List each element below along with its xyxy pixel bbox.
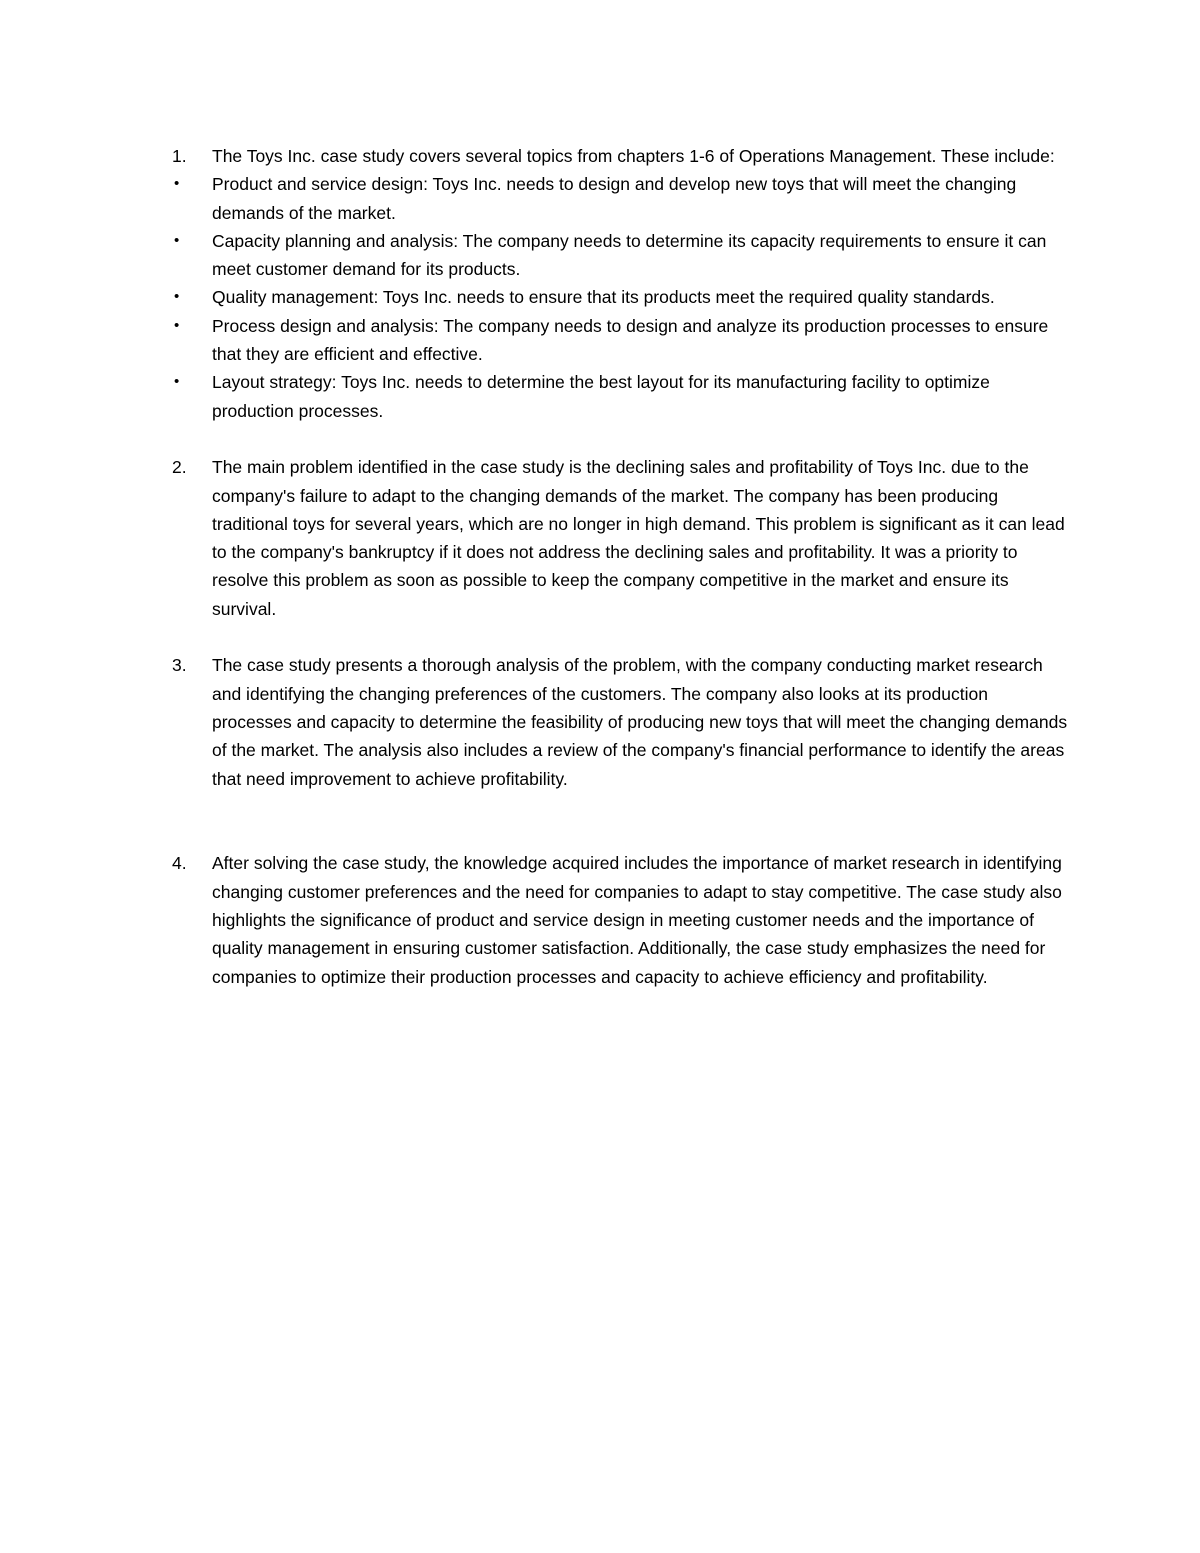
bullet-item [172, 283, 1072, 311]
list-item-3 [172, 651, 1072, 792]
bullet-text: Capacity planning and analysis: The company needs to determine its capacity requirements to ensure it can meet customer demand for its products. [212, 230, 1047, 280]
list-number: 1. [172, 146, 187, 166]
document-body [172, 142, 1072, 991]
bullet-icon: • [174, 288, 180, 306]
list-number: 4. [172, 853, 187, 874]
bullet-item [172, 170, 1072, 227]
spacer [172, 623, 1072, 651]
bullet-icon: • [174, 373, 180, 391]
list-item-2 [172, 453, 1072, 623]
bullet-icon: • [174, 175, 180, 193]
topic-bullet-list [172, 170, 1072, 425]
list-number: 3. [172, 655, 187, 676]
bullet-item [172, 368, 1072, 425]
list-item-text: The Toys Inc. case study covers several topics from chapters 1-6 of Operations Management. These include: [212, 146, 1055, 166]
bullet-item [172, 312, 1072, 369]
list-item-text: The case study presents a thorough analysis of the problem, with the company conducting market research and identifying the changing preferences of the customers. The company also looks at its production processes and capacity to determine the feasibility of producing new toys that will meet the changing demands of the market. The analysis also includes a review of the company's financial performance to identify the areas that need improvement to achieve profitability. [212, 655, 1068, 789]
list-item-1 [172, 142, 1072, 170]
bullet-item [172, 227, 1072, 284]
bullet-text: Product and service design: Toys Inc. needs to design and develop new toys that will meet the changing demands of the market. [212, 174, 1017, 223]
list-item-text: The main problem identified in the case study is the declining sales and profitability of Toys Inc. due to the company's failure to adapt to the changing demands of the market. The company has been producing traditional toys for several years, which are no longer in high demand. This problem is significant as it can lead to the company's bankruptcy if it does not address the declining sales and profitability. It was a priority to resolve this problem as soon as possible to keep the company competitive in the market and ensure its survival. [212, 457, 1065, 619]
bullet-icon: • [174, 231, 180, 249]
spacer [172, 793, 1072, 850]
bullet-text: Quality management: Toys Inc. needs to ensure that its products meet the required quality standards. [212, 287, 995, 308]
bullet-text: Process design and analysis: The company needs to design and analyze its production processes to ensure that they are efficient and effective. [212, 315, 1049, 365]
bullet-text: Layout strategy: Toys Inc. needs to determine the best layout for its manufacturing facility to optimize production processes. [212, 372, 990, 421]
list-number: 2. [172, 457, 187, 478]
list-item-text: After solving the case study, the knowledge acquired includes the importance of market research in identifying changing customer preferences and the need for companies to adapt to stay competitive. The case study also highlights the significance of product and service design in meeting customer needs and the importance of quality management in ensuring customer satisfaction. Additionally, the case study emphasizes the need for companies to optimize their production processes and capacity to achieve efficiency and profitability. [212, 853, 1062, 987]
bullet-icon: • [174, 316, 180, 334]
spacer [172, 425, 1072, 453]
list-item-4 [172, 849, 1072, 990]
